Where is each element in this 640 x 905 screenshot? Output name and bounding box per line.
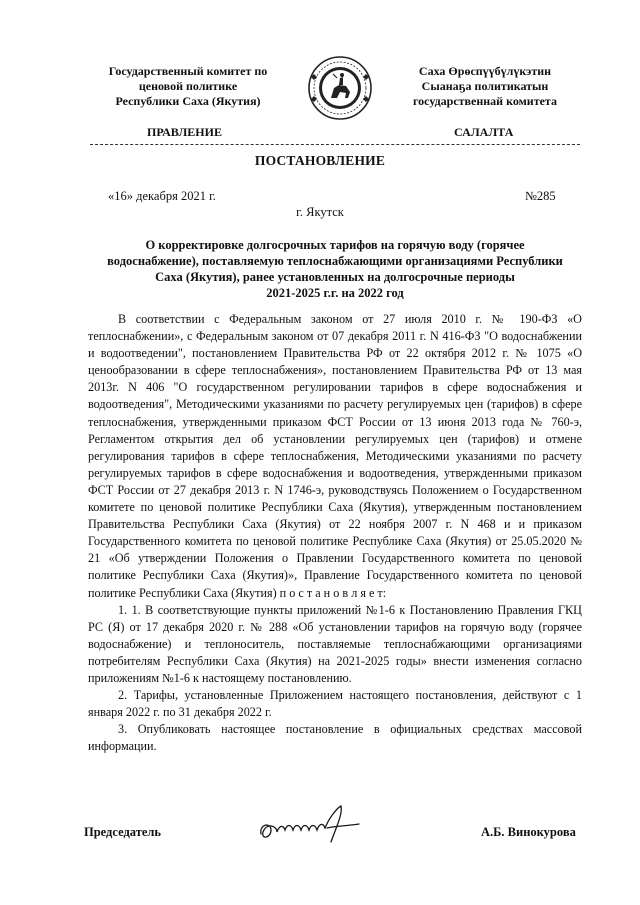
doc-subject xyxy=(88,237,582,301)
doc-number: №285 xyxy=(525,189,556,203)
header-left-line-3: Республики Саха (Якутия) xyxy=(115,94,261,108)
handwritten-signature xyxy=(255,800,365,848)
header-right-line-3: государственнай комитета xyxy=(413,94,557,108)
header-right-line-1: Саха Өрөспүүбүлүкэтин xyxy=(418,64,552,78)
header-left-sub: ПРАВЛЕНИЕ xyxy=(147,125,222,139)
subject-line-4: 2021-2025 г.г. на 2022 год xyxy=(266,286,404,300)
doc-date: «16» декабря 2021 г. xyxy=(108,189,216,203)
subject-line-2: водоснабжение), поставляемую теплоснабжающими организациями Республики xyxy=(107,254,563,268)
doc-type-title: ПОСТАНОВЛЕНИЕ xyxy=(254,153,386,168)
coat-of-arms-emblem xyxy=(304,54,376,122)
signature-name: А.Б. Винокурова xyxy=(481,825,576,839)
header-right xyxy=(385,64,585,109)
header-divider xyxy=(90,144,580,145)
body-paragraph-1: 1. 1. В соответствующие пункты приложений №1-6 к Постановлению Правления ГКЦ РС (Я) от 17 декабря 2020 г. № 288 «Об установлении тарифов на горячую воду (горячее водоснабжение) и теплоноситель, поставляемые теплоснабжающими организациями потребителям Республики Саха (Якутия) на 2021-2025 годы» внести изменения согласно приложениям №1-6 к настоящему постановлению. xyxy=(88,602,582,685)
signature-position: Председатель xyxy=(84,825,162,839)
body-paragraph-preamble: В соответствии с Федеральным законом от 27 июля 2010 г. № 190-ФЗ «О теплоснабжении», с Федеральным законом от 07 декабря 2011 г. N 416-ФЗ "О водоснабжении и водоотведении", постановлением Правительства РФ от 22 октября 2012 г. № 1075 «О ценообразовании в сфере теплоснабжения», постановлением Правительства РФ от 13 мая 2013г. N 406 "О государственном регулировании тарифов в сфере водоснабжения и водоотведения", Методическими указаниями по расчету регулируемых цен (тарифов) в сфере теплоснабжения, утвержденными приказом ФСТ России от 13 июня 2013 года № 760-э, Регламентом открытия дел об установлении регулируемых цен (тарифов) и отмене регулирования тарифов в сфере теплоснабжения, Методическими указаниями по расчету регулируемых тарифов в сфере водоснабжения и водоотведения, утвержденными приказом ФСТ России от 27 декабря 2013 г. N 1746-э, руководствуясь Положением о Государственном комитете по ценовой политике Республики Саха (Якутия), утвержденным постановлением Правительства Республики Саха (Якутия) от 22 ноября 2007 г. N 468 и и приказом Государственного комитета по ценовой политике Республике Саха (Якутия) от 25.05.2020 № 21 «Об утверждении Положения о Правлении Государственного комитета по ценовой политике Республики Саха (Якутия)», Правление Государственного комитета по ценовой политике Республики Саха (Якутия) п о с т а н о в л я е т: xyxy=(88,312,582,600)
header-left-line-1: Государственный комитет по xyxy=(108,64,268,78)
subject-line-1: О корректировке долгосрочных тарифов на горячую воду (горячее xyxy=(145,238,525,252)
header-right-line-2: Сыанаҕа политикатын xyxy=(421,79,549,93)
body-paragraph-3: 3. Опубликовать настоящее постановление в официальных средствах массовой информации. xyxy=(88,722,582,754)
header-right-sub: САЛАЛТА xyxy=(454,125,514,139)
subject-line-3: Саха (Якутия), ранее установленных на долгосрочные периоды xyxy=(155,270,515,284)
doc-body xyxy=(88,311,582,755)
header-left-line-2: ценовой политике xyxy=(138,79,238,93)
doc-city: г. Якутск xyxy=(296,205,344,219)
body-paragraph-2: 2. Тарифы, установленные Приложением настоящего постановления, действуют с 1 января 2022 г. по 31 декабря 2022 г. xyxy=(88,688,582,720)
header-left xyxy=(88,64,288,109)
